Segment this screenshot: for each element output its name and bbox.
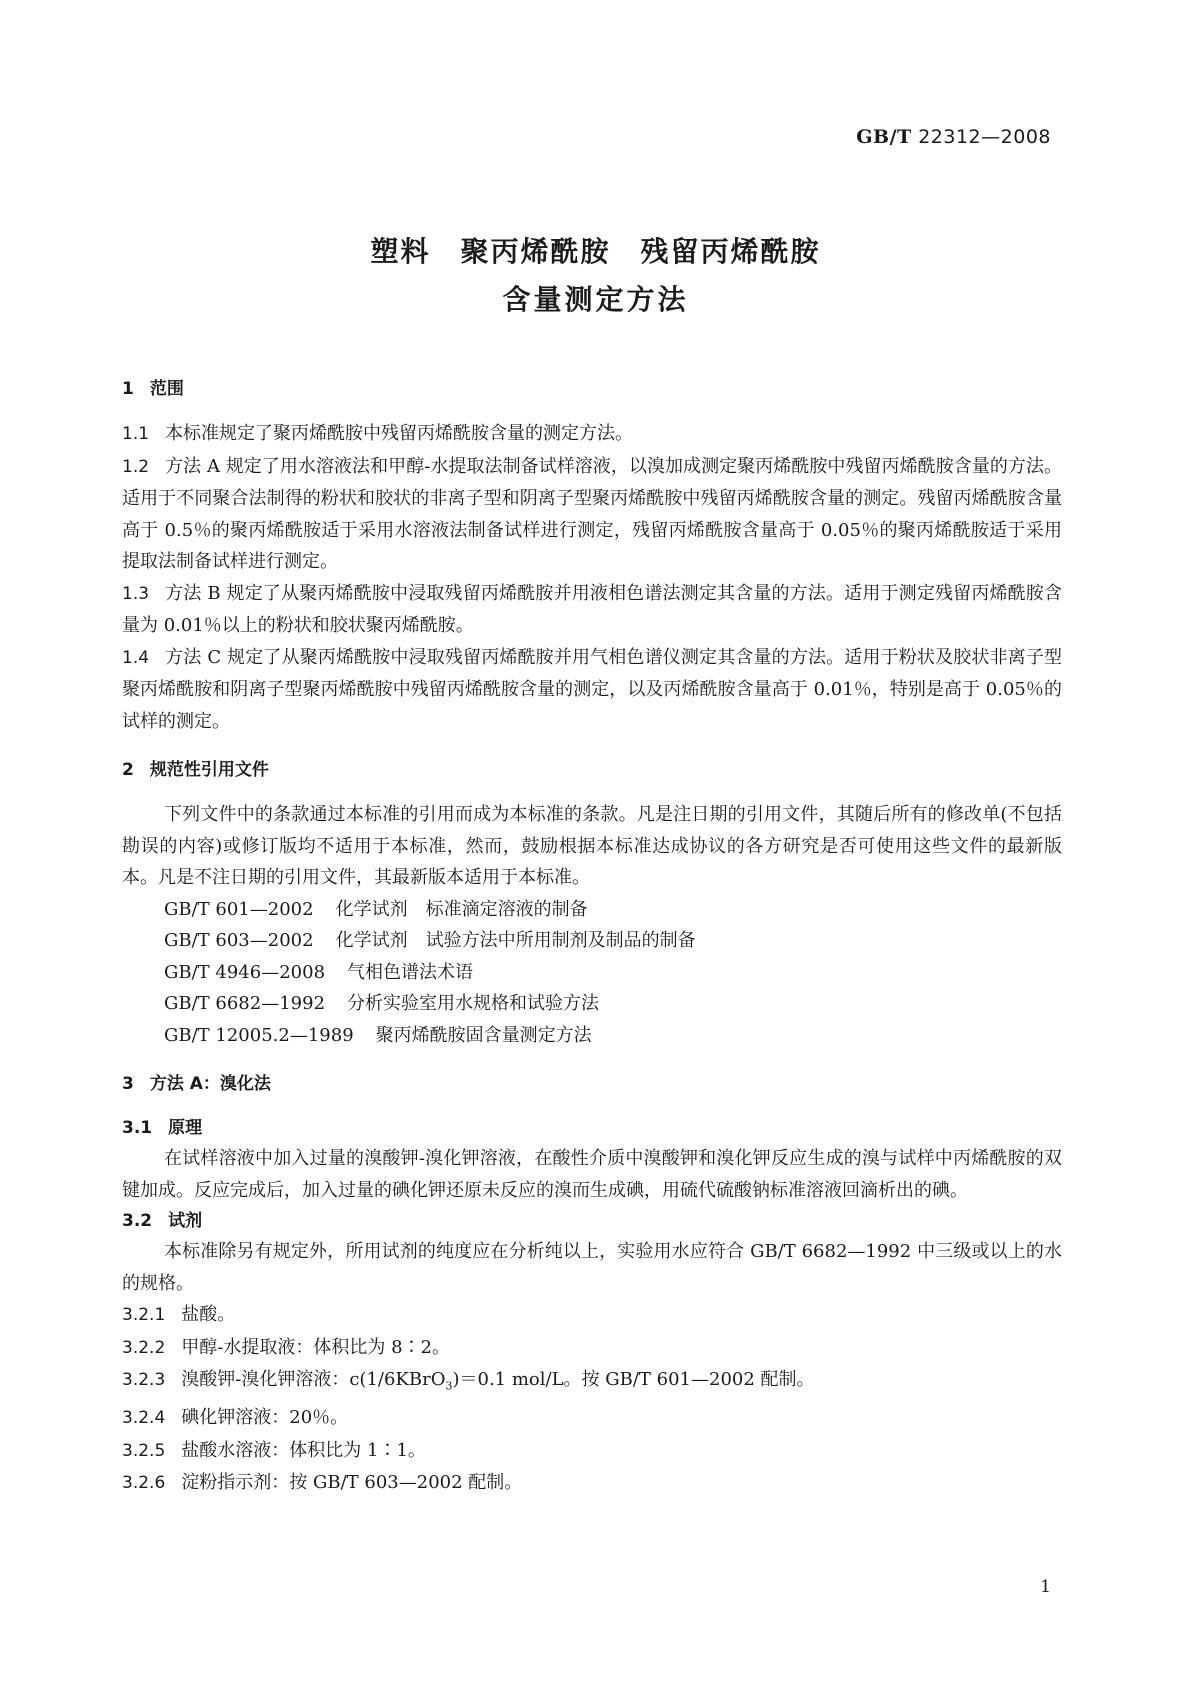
subsection-number: 3.2 xyxy=(122,1211,153,1231)
reference-title: 化学试剂 标准滴定溶液的制备 xyxy=(335,898,588,920)
clause-text: 本标准规定了聚丙烯酰胺中残留丙烯酰胺含量的测定方法。 xyxy=(165,423,634,444)
subsection-3-2-text: 本标准除另有规定外，所用试剂的纯度应在分析纯以上，实验用水应符合 GB/T 6682—1992 中三级或以上的水的规格。 xyxy=(122,1241,1062,1294)
document-title-line1: 塑料 聚丙烯酰胺 残留丙烯酰胺 xyxy=(370,235,821,268)
section-2-heading xyxy=(122,755,1062,785)
reference-item xyxy=(122,1020,1062,1052)
subsection-3-1-text: 在试样溶液中加入过量的溴酸钾-溴化钾溶液，在酸性介质中溴酸钾和溴化钾反应生成的溴与试样中丙烯酰胺的双键加成。反应完成后，加入过量的碘化钾还原未反应的溴而生成碘，用硫代硫酸钠标准溶液回滴析出的碘。 xyxy=(122,1148,1062,1201)
reference-title: 气相色谱法术语 xyxy=(347,961,474,983)
reference-title: 聚丙烯酰胺固含量测定方法 xyxy=(375,1024,592,1046)
clause-1-3 xyxy=(122,578,1062,642)
section-title: 规范性引用文件 xyxy=(149,760,269,780)
item-number: 3.2.6 xyxy=(122,1473,166,1494)
subsection-title: 试剂 xyxy=(168,1211,203,1231)
section-title: 范围 xyxy=(149,379,184,399)
reference-code: GB/T 6682—1992 xyxy=(164,993,326,1014)
clause-1-4 xyxy=(122,642,1062,738)
item-3-2-6 xyxy=(122,1467,1062,1500)
clause-number: 1.4 xyxy=(122,647,150,668)
section-number: 3 xyxy=(122,1074,134,1094)
section-2-intro: 下列文件中的条款通过本标准的引用而成为本标准的条款。凡是注日期的引用文件，其随后所有的修改单(不包括勘误的内容)或修订版均不适用于本标准，然而，鼓励根据本标准达成协议的各方研究是否可使用这些文件的最新版本。凡是不注日期的引用文件，其最新版本适用于本标准。 xyxy=(122,804,1062,888)
reference-code: GB/T 4946—2008 xyxy=(164,961,326,983)
standard-code-number: 22312—2008 xyxy=(918,126,1051,148)
item-number: 3.2.5 xyxy=(122,1440,166,1461)
clause-text: 方法 A 规定了用水溶液法和甲醇-水提取法制备试样溶液，以溴加成测定聚丙烯酰胺中残留丙烯酰胺含量的方法。适用于不同聚合法制得的粉状和胶状的非离子型和阴离子型聚丙烯酰胺中残留丙烯酰胺含量的测定。残留丙烯酰胺含量高于 0.5％的聚丙烯酰胺适于采用水溶液法制备试样进行测定，残留丙烯酰胺含量高于 0.05％的聚丙烯酰胺适于采用提取法制备试样进行测定。 xyxy=(122,455,1062,572)
clause-number: 1.2 xyxy=(122,456,150,477)
reference-title: 化学试剂 试验方法中所用制剂及制品的制备 xyxy=(335,930,696,951)
item-text: 碘化钾溶液：20％。 xyxy=(181,1407,349,1429)
clause-1-2 xyxy=(122,451,1062,578)
item-3-2-1 xyxy=(122,1299,1062,1332)
item-text-part-b: )＝0.1 mol/L。按 GB/T 601—2002 配制。 xyxy=(452,1369,815,1390)
item-3-2-5 xyxy=(122,1435,1062,1468)
item-3-2-3 xyxy=(122,1364,1062,1402)
clause-number: 1.1 xyxy=(122,424,150,444)
section-number: 2 xyxy=(122,760,134,780)
item-3-2-4 xyxy=(122,1402,1062,1435)
reference-item xyxy=(122,925,1062,957)
document-body xyxy=(122,374,1062,1500)
reference-code: GB/T 12005.2—1989 xyxy=(164,1024,354,1046)
standard-code-prefix: GB/T xyxy=(856,126,912,148)
reference-title: 分析实验室用水规格和试验方法 xyxy=(347,993,600,1014)
item-number: 3.2.4 xyxy=(122,1408,166,1429)
clause-1-1 xyxy=(122,418,1062,451)
item-text: 盐酸水溶液：体积比为 1∶1。 xyxy=(181,1439,426,1461)
reference-item xyxy=(122,988,1062,1020)
reference-code: GB/T 603—2002 xyxy=(164,930,314,951)
item-number: 3.2.3 xyxy=(122,1370,166,1390)
subsection-3-1-heading xyxy=(122,1113,1062,1143)
reference-item xyxy=(122,894,1062,926)
clause-text: 方法 B 规定了从聚丙烯酰胺中浸取残留丙烯酰胺并用液相色谱法测定其含量的方法。适用于测定残留丙烯酰胺含量为 0.01％以上的粉状和胶状聚丙烯酰胺。 xyxy=(122,582,1062,636)
item-3-2-2 xyxy=(122,1332,1062,1365)
reference-code: GB/T 601—2002 xyxy=(164,898,314,920)
subsection-number: 3.1 xyxy=(122,1118,153,1138)
standard-code xyxy=(856,126,1051,148)
subsection-title: 原理 xyxy=(168,1118,203,1138)
section-title: 方法 A：溴化法 xyxy=(149,1074,271,1094)
item-text: 甲醇-水提取液：体积比为 8∶2。 xyxy=(181,1336,450,1358)
section-number: 1 xyxy=(122,379,134,399)
clause-number: 1.3 xyxy=(122,583,150,604)
section-1-heading xyxy=(122,374,1062,404)
reference-item xyxy=(122,957,1062,989)
item-text: 淀粉指示剂：按 GB/T 603—2002 配制。 xyxy=(181,1472,523,1494)
item-number: 3.2.2 xyxy=(122,1337,166,1358)
item-text-part-a: 溴酸钾-溴化钾溶液：c(1/6KBrO xyxy=(181,1369,446,1390)
document-title-line2: 含量测定方法 xyxy=(502,283,689,316)
section-3-heading xyxy=(122,1069,1062,1099)
item-text: 盐酸。 xyxy=(181,1304,236,1325)
page-number: 1 xyxy=(1040,1577,1051,1597)
item-subscript: 3 xyxy=(445,1379,453,1393)
item-number: 3.2.1 xyxy=(122,1305,166,1325)
subsection-3-2-heading xyxy=(122,1206,1062,1236)
clause-text: 方法 C 规定了从聚丙烯酰胺中浸取残留丙烯酰胺并用气相色谱仪测定其含量的方法。适用于粉状及胶状非离子型聚丙烯酰胺和阴离子型聚丙烯酰胺中残留丙烯酰胺含量的测定，以及丙烯酰胺含量高于 0.01％，特别是高于 0.05％的试样的测定。 xyxy=(122,646,1062,732)
